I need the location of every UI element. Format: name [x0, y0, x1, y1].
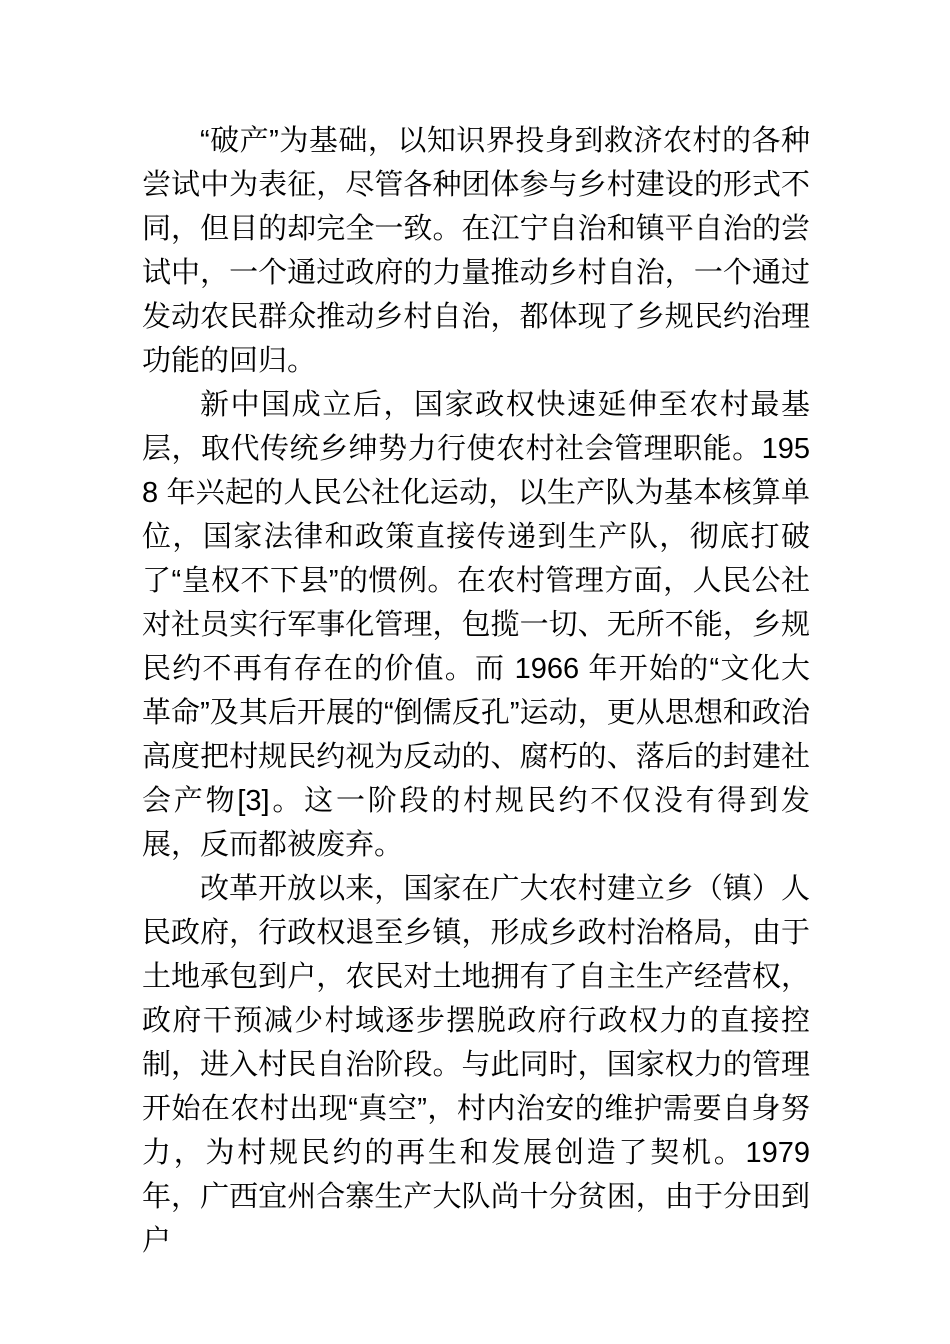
- paragraph: “破产”为基础，以知识界投身到救济农村的各种尝试中为表征，尽管各种团体参与乡村建设的形式不同，但目的却完全一致。在江宁自治和镇平自治的尝试中，一个通过政府的力量推动乡村自治，一个通过发动农民群众推动乡村自治，都体现了乡规民约治理功能的回归。: [142, 125, 810, 377]
- paragraph: 改革开放以来，国家在广大农村建立乡（镇）人民政府，行政权退至乡镇，形成乡政村治格局，由于土地承包到户，农民对土地拥有了自主生产经营权，政府干预减少村域逐步摆脱政府行政权力的直接控制，进入村民自治阶段。与此同时，国家权力的管理开始在农村出现“真空”，村内治安的维护需要自身努力，为村规民约的再生和发展创造了契机。1979 年，广西宜州合寨生产大队尚十分贫困，由于分田到户: [142, 873, 810, 1257]
- document-body: [142, 119, 810, 1263]
- paragraph: 新中国成立后，国家政权快速延伸至农村最基层，取代传统乡绅势力行使农村社会管理职能。1958 年兴起的人民公社化运动，以生产队为基本核算单位，国家法律和政策直接传递到生产队，彻底打破了“皇权不下县”的惯例。在农村管理方面，人民公社对社员实行军事化管理，包揽一切、无所不能，乡规民约不再有存在的价值。而 1966 年开始的“文化大革命”及其后开展的“倒儒反孔”运动，更从思想和政治高度把村规民约视为反动的、腐朽的、落后的封建社会产物[3]。这一阶段的村规民约不仅没有得到发展，反而都被废弃。: [142, 389, 810, 861]
